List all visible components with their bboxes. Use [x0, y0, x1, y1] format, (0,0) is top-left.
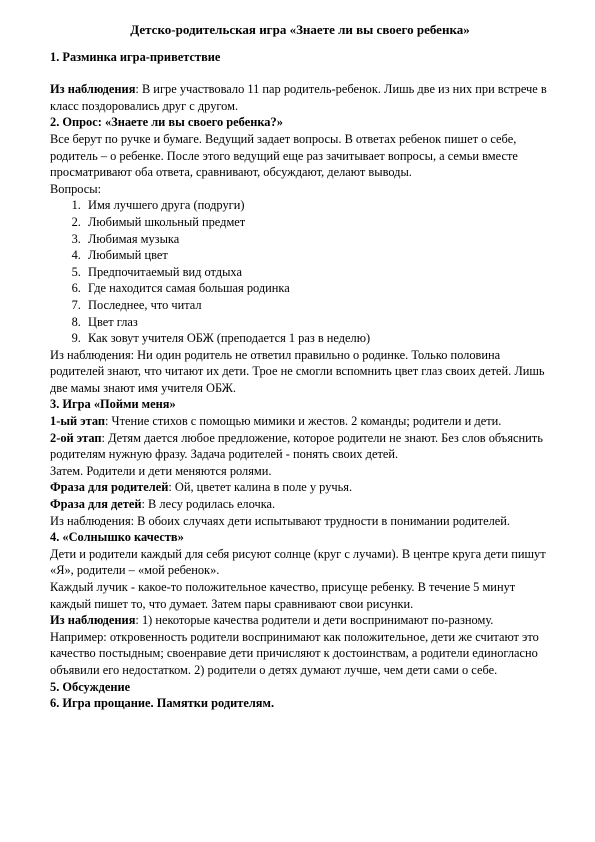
section-5-heading: 5. Обсуждение — [50, 679, 131, 694]
section-1-heading: 1. Разминка игра-приветствие — [50, 49, 221, 64]
blank-line — [50, 65, 550, 81]
question-item: 7. Последнее, что читал — [84, 297, 550, 314]
questions-label: Вопросы: — [50, 181, 102, 196]
stage-1-text: : Чтение стихов с помощью мимики и жестов. 2 команды; родители и дети. — [105, 414, 502, 429]
section-4-heading: 4. «Солнышко качеств» — [50, 530, 184, 545]
question-item: 2. Любимый школьный предмет — [84, 214, 550, 231]
section-2-intro: Все берут по ручке и бумаге. Ведущий задает вопросы. В ответах ребенок пишет о себе, родитель – о ребенке. После этого ведущий еще раз зачитывает вопросы, а семьи вместе просматривают оба ответа, сравнивают, обсуждают, делают выводы. — [50, 131, 518, 180]
section-6-heading: 6. Игра прощание. Памятки родителям. — [50, 696, 275, 711]
question-item: 1. Имя лучшего друга (подруги) — [84, 197, 550, 214]
document-page — [50, 22, 550, 712]
roles-swap: Затем. Родители и дети меняются ролями. — [50, 463, 272, 478]
phrase-for-children-text: : В лесу родилась елочка. — [141, 497, 276, 512]
section-1-observation — [50, 81, 550, 114]
stage-2-label: 2-ой этап — [50, 430, 102, 445]
section-4-paragraph-2: Каждый лучик - какое-то положительное качество, присуще ребенку. В течение 5 минут каждый пишет то, что думает. Затем пары сравнивают свои рисунки. — [50, 580, 516, 611]
observation-text: : В игре участвовало 11 пар родитель-ребенок. Лишь две из них при встрече в класс поздоровались друг с другом. — [50, 82, 547, 113]
section-2-heading: 2. Опрос: «Знаете ли вы своего ребенка?» — [50, 115, 283, 130]
section-2-observation: Из наблюдения: Ни один родитель не ответил правильно о родинке. Только половина родителей знают, что читают их дети. Трое не смогли вспомнить цвет глаз своих детей. Лишь две мамы знают имя учителя ОБЖ. — [50, 347, 545, 395]
stage-1 — [50, 413, 550, 430]
stage-1-label: 1-ый этап — [50, 414, 105, 429]
section-3-heading: 3. Игра «Пойми меня» — [50, 397, 176, 412]
phrase-for-children-label: Фраза для детей — [50, 497, 142, 512]
question-item: 3. Любимая музыка — [84, 231, 550, 248]
question-item: 9. Как зовут учителя ОБЖ (преподается 1 раз в неделю) — [84, 330, 550, 347]
question-item: 4. Любимый цвет — [84, 247, 550, 264]
questions-list — [50, 197, 550, 346]
phrase-for-parents — [50, 479, 550, 496]
section-3-observation: Из наблюдения: В обоих случаях дети испытывают трудности в понимании родителей. — [50, 513, 511, 528]
stage-2 — [50, 430, 550, 463]
document-title: Детско-родительская игра «Знаете ли вы своего ребенка» — [130, 22, 470, 37]
observation-text: : 1) некоторые качества родители и дети воспринимают по-разному. Например: откровенность родители воспринимают как положительное, дети же считают это качество постыдным; своенравие дети причисляют к достоинствам, а родители единогласно объявили его недостатком. 2) родители о детях думают лучше, чем дети сами о себе. — [50, 613, 539, 677]
section-4-observation — [50, 612, 550, 678]
observation-label: Из наблюдения — [50, 82, 136, 97]
phrase-for-parents-label: Фраза для родителей — [50, 480, 169, 495]
question-item: 8. Цвет глаз — [84, 314, 550, 331]
observation-label: Из наблюдения — [50, 613, 136, 628]
question-item: 5. Предпочитаемый вид отдыха — [84, 264, 550, 281]
phrase-for-parents-text: : Ой, цветет калина в поле у ручья. — [168, 480, 353, 495]
phrase-for-children — [50, 496, 550, 513]
question-item: 6. Где находится самая большая родинка — [84, 280, 550, 297]
section-4-paragraph-1: Дети и родители каждый для себя рисуют солнце (круг с лучами). В центре круга дети пишут «Я», родители – «мой ребенок». — [50, 546, 546, 578]
stage-2-text: : Детям дается любое предложение, которое родители не знают. Без слов объяснить родителям нужную фразу. Задача родителей - понять своих детей. — [50, 430, 543, 462]
